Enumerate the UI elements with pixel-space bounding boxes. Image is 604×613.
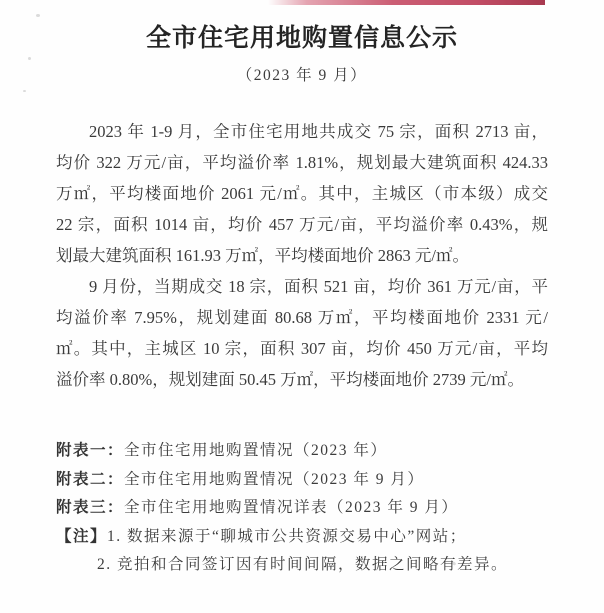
note-text: 2. 竞拍和合同签订因有时间间隔，数据之间略有差异。	[97, 556, 509, 573]
paragraph1-line: 2023 年 1-9 月，全市住宅用地共成交 75 宗，面积 2713 亩，	[89, 122, 548, 141]
scan-speck	[36, 14, 40, 17]
attachment-title: 全市住宅用地购置情况（2023 年 9 月）	[124, 470, 425, 488]
attachment-title: 全市住宅用地购置情况详表（2023 年 9 月）	[124, 499, 459, 516]
note-text: 1. 数据来源于“聊城市公共资源交易中心”网站；	[107, 527, 467, 545]
scan-speck	[23, 90, 26, 92]
attachment-item	[56, 466, 548, 495]
paragraph1-line: 均价 322 万元/亩，平均溢价率 1.81%，规划最大建筑面积 424.33	[56, 153, 548, 172]
attachment-list	[56, 437, 548, 523]
attachment-item	[56, 437, 548, 466]
paragraph1-line: 划最大建筑面积 161.93 万㎡，平均楼面地价 2863 元/㎡。	[56, 246, 469, 265]
attachment-label: 附表三：	[56, 499, 125, 516]
paragraph2-line: 9 月份，当期成交 18 宗，面积 521 亩，均价 361 万元/亩，平	[89, 277, 548, 296]
note-label: 【注】	[56, 527, 108, 545]
note-item	[56, 551, 548, 580]
page-subtitle: （2023 年 9 月）	[236, 67, 368, 84]
paragraph2-line: 溢价率 0.80%，规划建面 50.45 万㎡，平均楼面地价 2739 元/㎡。	[56, 370, 524, 389]
document-body	[56, 116, 548, 395]
top-accent-bar	[268, 0, 545, 5]
paragraph1-line: 22 宗，面积 1014 亩，均价 457 万元/亩，平均溢价率 0.43%，规	[56, 215, 548, 234]
notes-section	[56, 523, 548, 580]
paragraph2-line: ㎡。其中，主城区 10 宗，面积 307 亩，均价 450 万元/亩，平均	[56, 339, 548, 358]
scan-speck	[28, 57, 31, 60]
paragraph2-line: 均溢价率 7.95%，规划建面 80.68 万㎡，平均楼面地价 2331 元/	[56, 308, 548, 327]
paragraph1-line: 万㎡，平均楼面地价 2061 元/㎡。其中，主城区（市本级）成交	[56, 184, 548, 203]
page-title: 全市住宅用地购置信息公示	[145, 24, 458, 52]
note-item	[56, 523, 548, 552]
attachment-title: 全市住宅用地购置情况（2023 年）	[124, 442, 388, 459]
attachment-label: 附表一：	[56, 442, 125, 459]
attachment-label: 附表二：	[56, 470, 125, 488]
attachment-item	[56, 494, 548, 523]
